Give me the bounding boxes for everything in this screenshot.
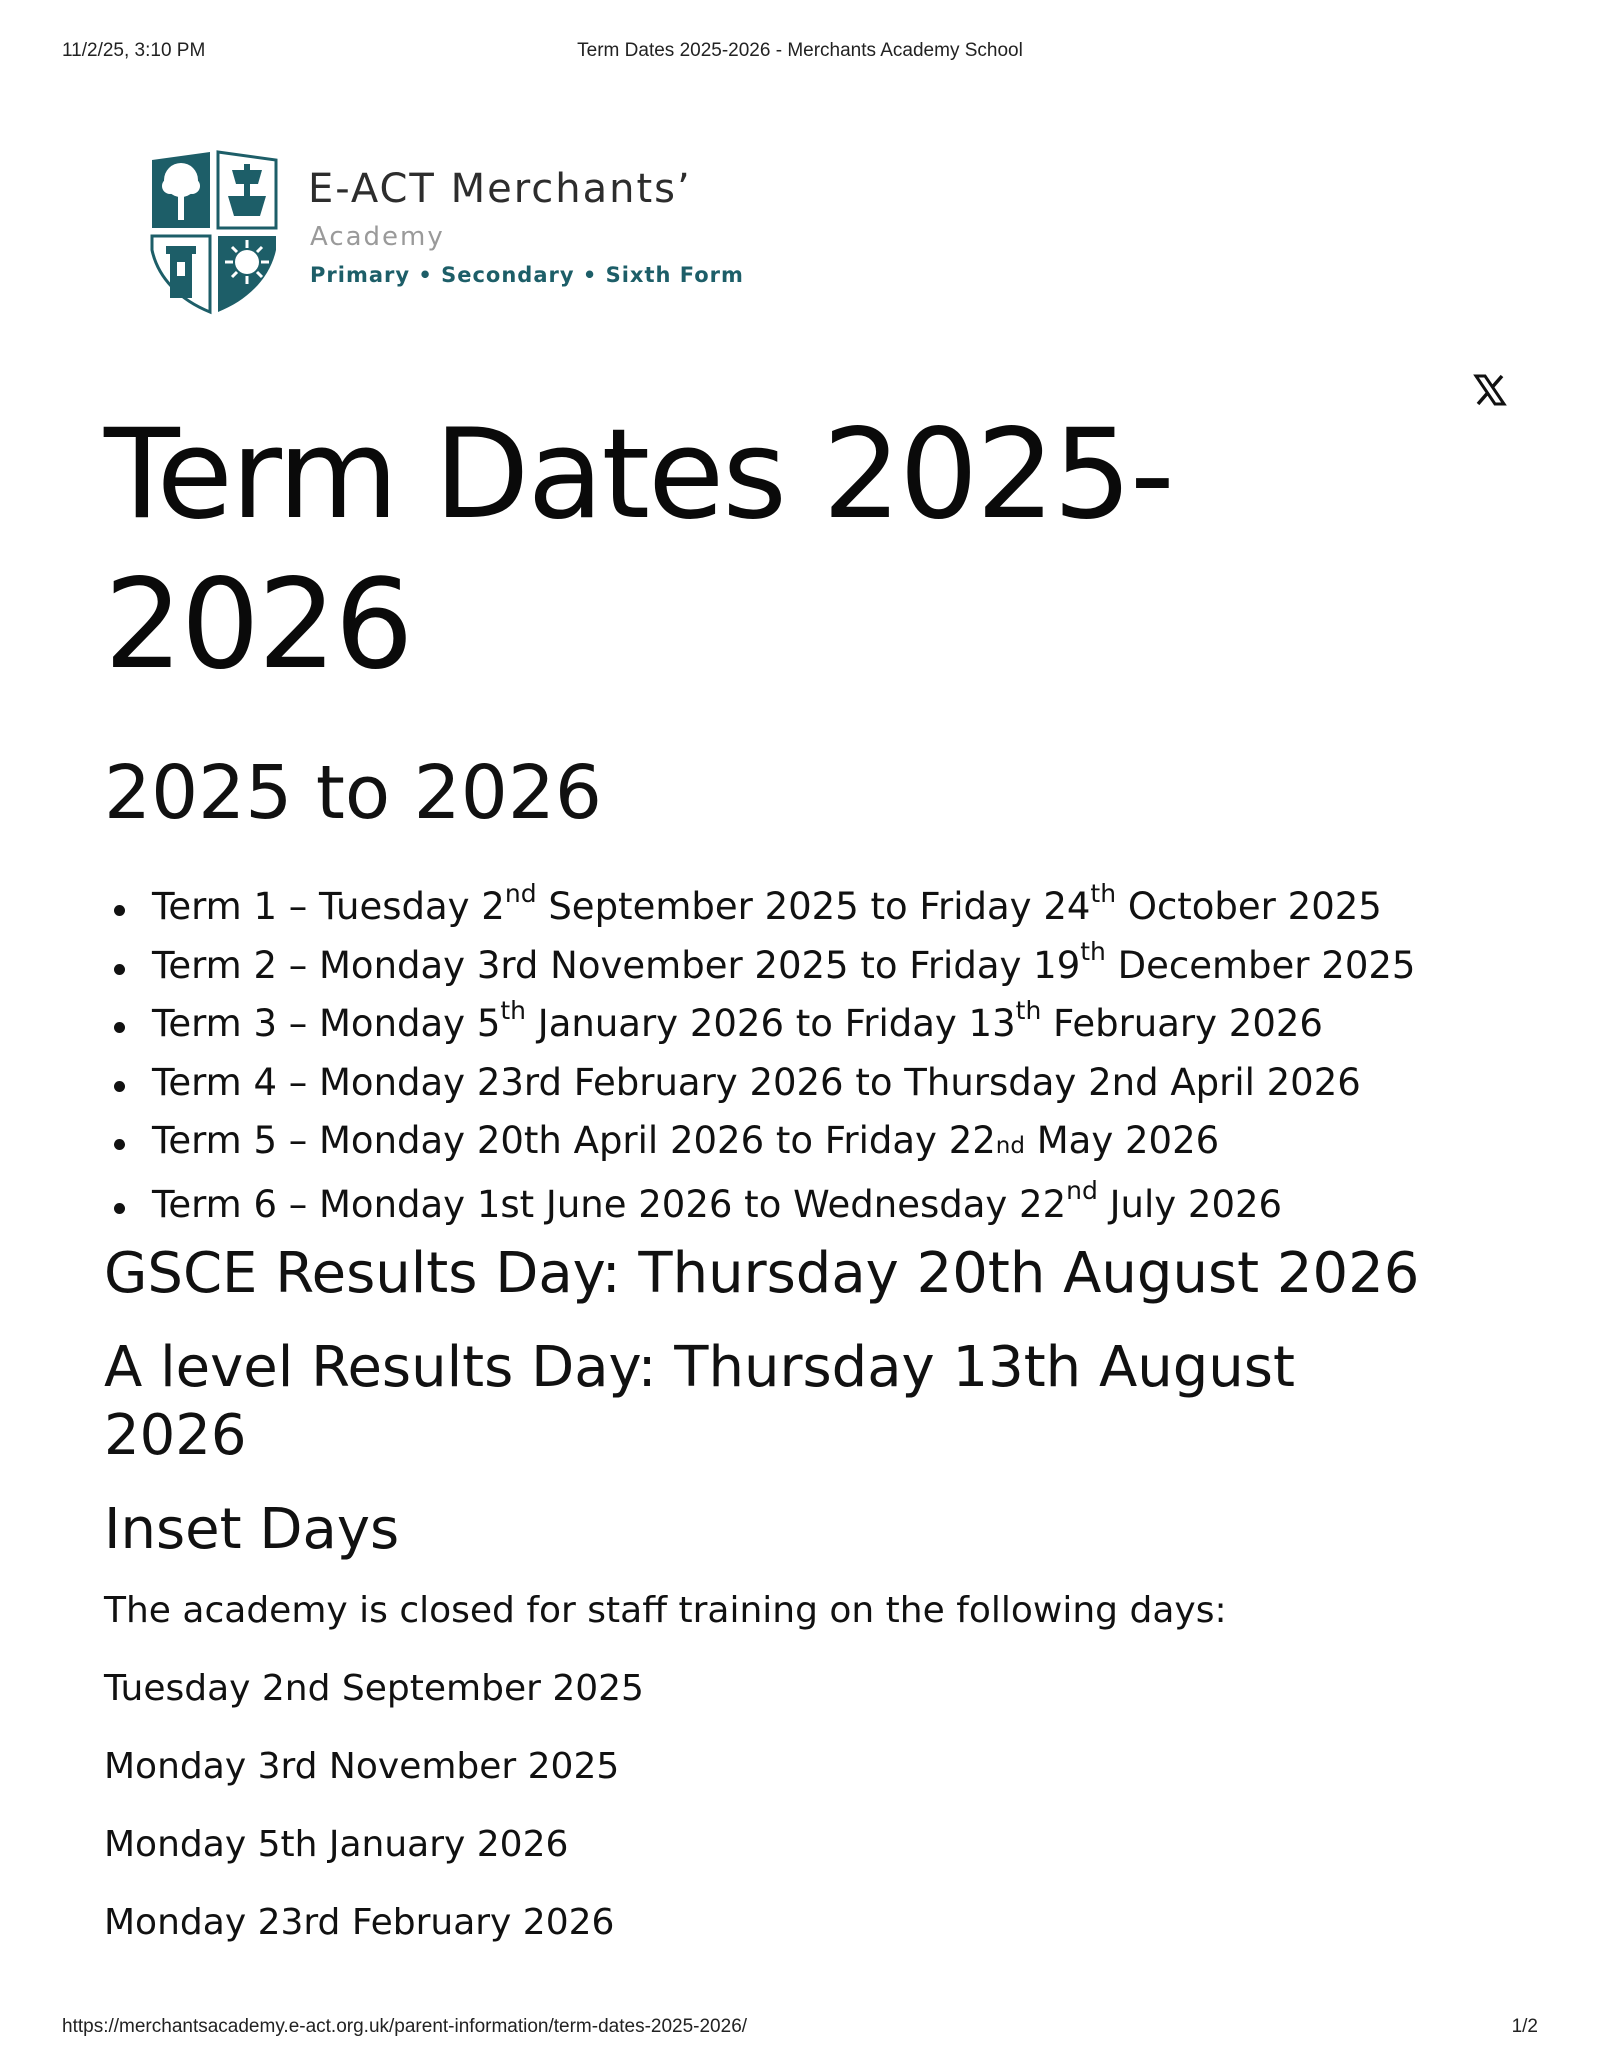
inset-days-heading: Inset Days bbox=[104, 1497, 400, 1562]
page-title: Term Dates 2025-2026 bbox=[104, 403, 1173, 697]
list-item: Term 1 – Tuesday 2nd September 2025 to Friday 24th October 2025 bbox=[152, 878, 1484, 937]
print-header bbox=[0, 40, 1600, 64]
logo-name: E-ACT Merchants’ bbox=[308, 166, 692, 212]
print-page-title: Term Dates 2025-2026 - Merchants Academy School bbox=[577, 40, 1023, 61]
inset-date: Monday 23rd February 2026 bbox=[104, 1902, 615, 1943]
list-item: Term 4 – Monday 23rd February 2026 to Thursday 2nd April 2026 bbox=[152, 1054, 1484, 1113]
list-item: Term 6 – Monday 1st June 2026 to Wednesday 22nd July 2026 bbox=[152, 1176, 1484, 1235]
main-content bbox=[104, 400, 1484, 1946]
print-footer bbox=[0, 2016, 1600, 2040]
logo-subtitle: Academy bbox=[310, 222, 445, 252]
print-page-number: 1/2 bbox=[1511, 2016, 1538, 2037]
list-item: Term 5 – Monday 20th April 2026 to Friday 22nd May 2026 bbox=[152, 1112, 1484, 1176]
inset-date: Monday 3rd November 2025 bbox=[104, 1746, 620, 1787]
term-list bbox=[104, 878, 1484, 1234]
inset-date: Tuesday 2nd September 2025 bbox=[104, 1668, 644, 1709]
logo-tagline: Primary • Secondary • Sixth Form bbox=[310, 263, 744, 287]
print-url: https://merchantsacademy.e-act.org.uk/parent-information/term-dates-2025-2026/ bbox=[62, 2016, 748, 2037]
list-item: Term 3 – Monday 5th January 2026 to Friday 13th February 2026 bbox=[152, 995, 1484, 1054]
alevel-results-heading: A level Results Day: Thursday 13th August 2026 bbox=[104, 1335, 1295, 1468]
shield-crest-icon bbox=[150, 150, 280, 315]
inset-intro: The academy is closed for staff training on the following days: bbox=[104, 1590, 1227, 1631]
year-heading: 2025 to 2026 bbox=[104, 750, 602, 836]
inset-date: Monday 5th January 2026 bbox=[104, 1824, 569, 1865]
gcse-results-heading: GSCE Results Day: Thursday 20th August 2026 bbox=[104, 1241, 1420, 1306]
academy-logo[interactable] bbox=[150, 150, 744, 315]
print-timestamp: 11/2/25, 3:10 PM bbox=[62, 40, 206, 61]
list-item: Term 2 – Monday 3rd November 2025 to Friday 19th December 2025 bbox=[152, 937, 1484, 996]
